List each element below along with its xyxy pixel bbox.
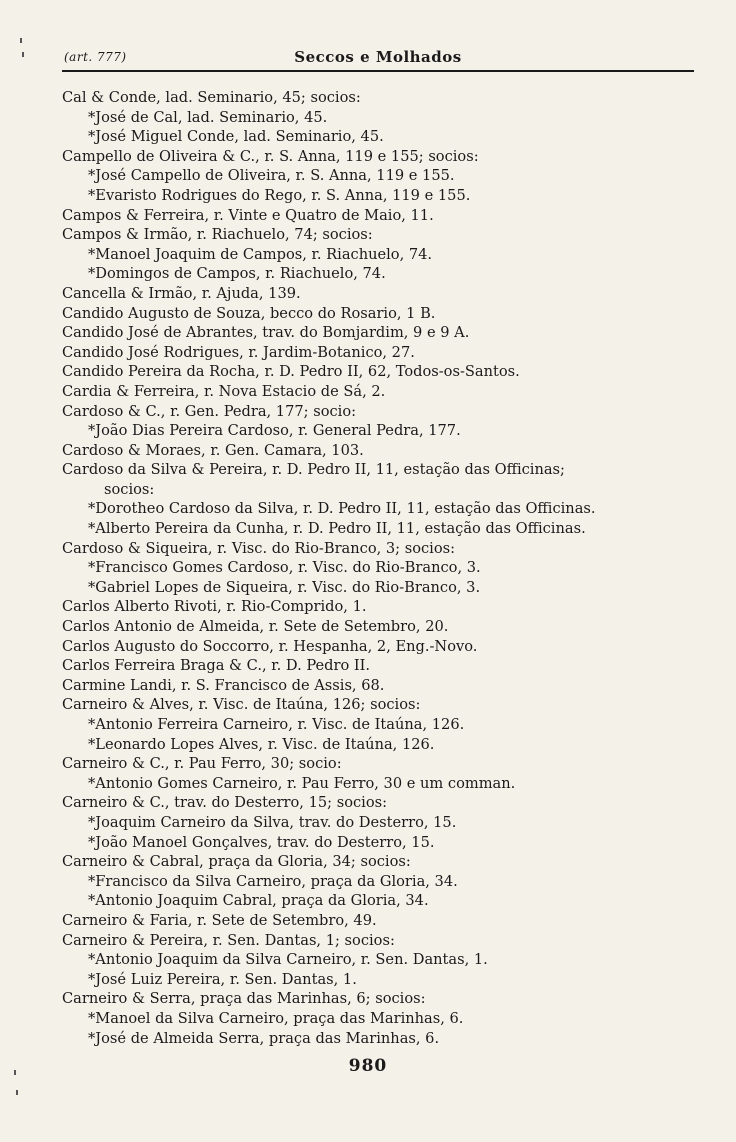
firm-entry: Carneiro & C., trav. do Desterro, 15; socios: [62,794,388,812]
partner-entry: *Leonardo Lopes Alves, r. Visc. de Itaúna, 126. [88,735,435,753]
firm-entry: Cal & Conde, lad. Seminario, 45; socios: [62,89,361,106]
firm-entry: Carneiro & Serra, praça das Marinhas, 6; socios: [62,990,426,1008]
partner-entry: *José Campello de Oliveira, r. S. Anna, 119 e 155. [88,167,455,185]
firm-entry: Campos & Ferreira, r. Vinte e Quatro de Maio, 11. [62,206,434,224]
partner-entry: *Manoel Joaquim de Campos, r. Riachuelo, 74. [88,245,433,263]
page-header [64,48,692,70]
partner-entry: *João Manoel Gonçalves, trav. do Desterro, 15. [88,833,435,851]
firm-entry: Carmine Landi, r. S. Francisco de Assis, 68. [62,676,385,694]
partner-entry: *Dorotheo Cardoso da Silva, r. D. Pedro II, 11, estação das Officinas. [88,500,596,518]
partner-entry: *José Luiz Pereira, r. Sen. Dantas, 1. [88,970,357,988]
partner-entry: *Antonio Gomes Carneiro, r. Pau Ferro, 30 e um comman. [88,774,516,792]
firm-entry: Carlos Antonio de Almeida, r. Sete de Setembro, 20. [62,618,449,636]
firm-entry: Cardoso da Silva & Pereira, r. D. Pedro II, 11, estação das Officinas; [62,461,565,479]
header-rule [62,70,694,72]
partner-entry: *José de Cal, lad. Seminario, 45. [88,108,328,126]
partner-entry: *Antonio Ferreira Carneiro, r. Visc. de Itaúna, 126. [88,716,465,733]
margin-mark [14,1070,16,1075]
firm-entry: Cardoso & Moraes, r. Gen. Camara, 103. [62,441,364,459]
margin-mark [22,52,24,57]
firm-entry: Campello de Oliveira & C., r. S. Anna, 119 e 155; socios: [62,147,479,165]
partner-entry: *Joaquim Carneiro da Silva, trav. do Desterro, 15. [88,813,457,831]
firm-entry: Campos & Irmão, r. Riachuelo, 74; socios: [62,226,373,244]
firm-entry: Carlos Alberto Rivoti, r. Rio-Comprido, 1. [62,598,367,616]
margin-mark [20,38,22,43]
margin-mark [16,1090,18,1095]
partner-entry: *Evaristo Rodrigues do Rego, r. S. Anna, 119 e 155. [88,186,471,204]
partner-entry: *Antonio Joaquim da Silva Carneiro, r. Sen. Dantas, 1. [88,951,488,969]
directory-listing [0,88,736,1048]
page-number: 980 [348,1056,388,1076]
firm-entry: Carneiro & C., r. Pau Ferro, 30; socio: [62,755,342,773]
partner-entry: *José Miguel Conde, lad. Seminario, 45. [88,128,384,146]
firm-entry: Candido Pereira da Rocha, r. D. Pedro II, 62, Todos-os-Santos. [62,363,520,381]
partner-entry: *Francisco Gomes Cardoso, r. Visc. do Rio-Branco, 3. [88,559,481,577]
firm-entry: Candido Augusto de Souza, becco do Rosario, 1 B. [62,304,436,322]
firm-entry: Candido José de Abrantes, trav. do Bomjardim, 9 e 9 A. [62,324,470,342]
firm-entry: Carneiro & Cabral, praça da Gloria, 34; socios: [62,853,411,871]
firm-entry: Cardoso & Siqueira, r. Visc. do Rio-Branco, 3; socios: [62,539,456,557]
firm-entry: Carlos Ferreira Braga & C., r. D. Pedro II. [62,657,371,675]
firm-entry: Carneiro & Pereira, r. Sen. Dantas, 1; socios: [62,931,395,949]
partner-entry: *Alberto Pereira da Cunha, r. D. Pedro II, 11, estação das Officinas. [88,520,586,538]
firm-entry: Carneiro & Faria, r. Sete de Setembro, 49. [62,911,377,929]
firm-entry: Cardoso & C., r. Gen. Pedra, 177; socio: [62,402,357,420]
firm-entry: Cardia & Ferreira, r. Nova Estacio de Sá, 2. [62,382,386,400]
partner-entry: *Francisco da Silva Carneiro, praça da Gloria, 34. [88,872,458,890]
partner-entry: *Gabriel Lopes de Siqueira, r. Visc. do Rio-Branco, 3. [88,578,481,596]
partner-entry: *João Dias Pereira Cardoso, r. General Pedra, 177. [88,422,461,440]
partner-entry: *Domingos de Campos, r. Riachuelo, 74. [88,265,386,283]
partner-entry: *Manoel da Silva Carneiro, praça das Marinhas, 6. [88,1009,464,1027]
firm-entry: Candido José Rodrigues, r. Jardim-Botanico, 27. [62,343,415,361]
partner-entry: *José de Almeida Serra, praça das Marinhas, 6. [88,1029,440,1047]
firm-entry: Carneiro & Alves, r. Visc. de Itaúna, 126; socios: [62,696,421,714]
firm-entry: Carlos Augusto do Soccorro, r. Hespanha, 2, Eng.-Novo. [62,637,478,655]
page-title: Seccos e Molhados [294,48,462,66]
partner-entry: *Antonio Joaquim Cabral, praça da Gloria, 34. [88,892,429,910]
partner-entry: socios: [104,480,155,498]
section-reference: (art. 777) [64,50,127,64]
firm-entry: Cancella & Irmão, r. Ajuda, 139. [62,284,301,302]
